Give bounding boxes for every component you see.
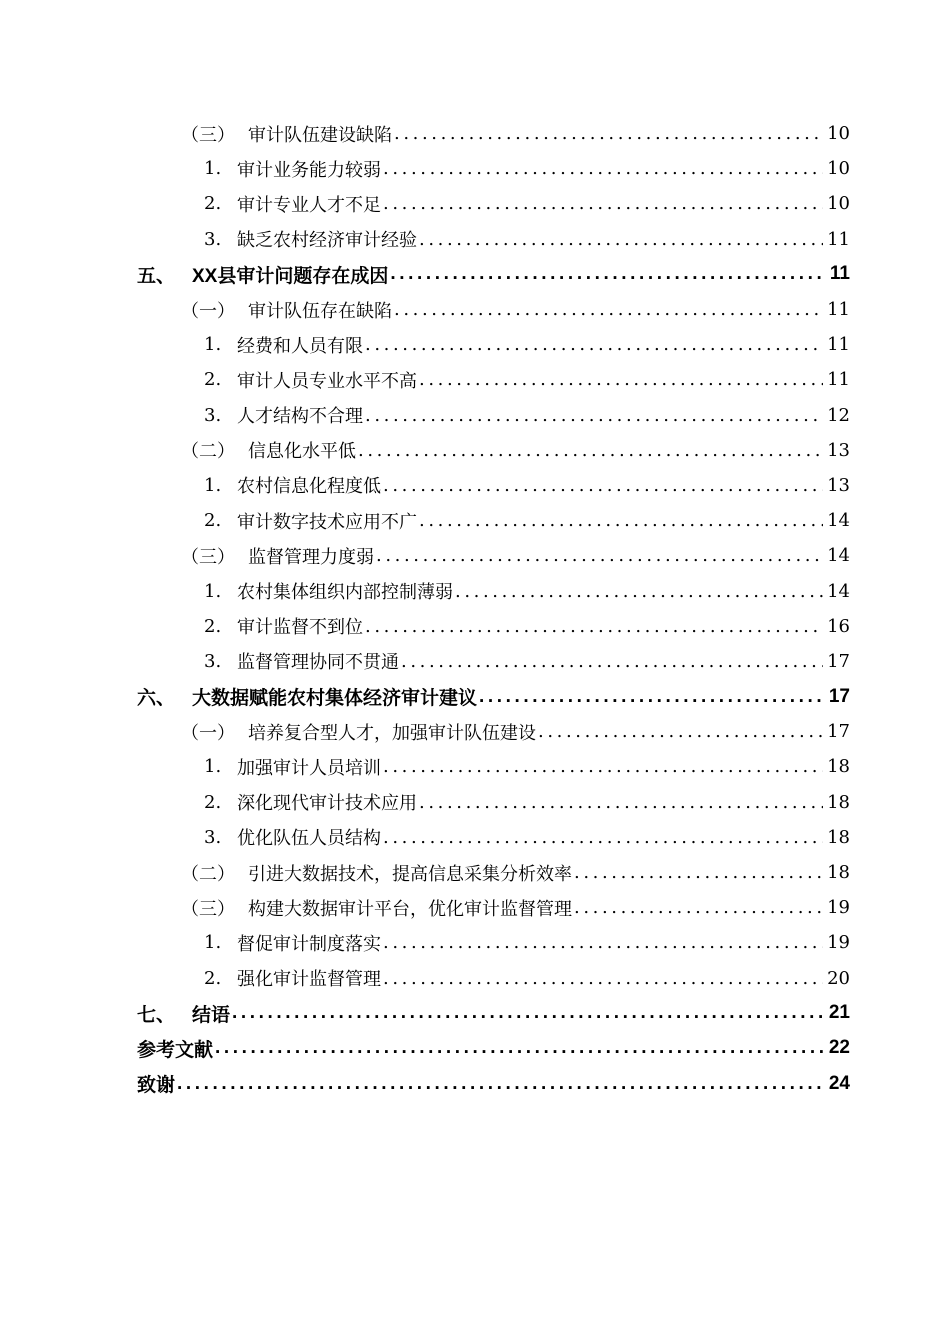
toc-entry-number: 2. — [204, 510, 222, 532]
dot-leader — [394, 123, 823, 144]
toc-entry-page-number: 18 — [827, 826, 850, 848]
dot-leader — [365, 405, 823, 426]
toc-entry[interactable] — [0, 151, 950, 186]
dot-leader — [365, 334, 823, 355]
toc-entry-title: 参考文献 — [137, 1039, 214, 1061]
toc-entry[interactable] — [0, 573, 950, 608]
dot-leader — [401, 651, 823, 672]
toc-entry-title: 加强审计人员培训 — [237, 757, 381, 779]
toc-entry-page-number: 18 — [827, 791, 850, 813]
toc-entry-title: 审计队伍存在缺陷 — [248, 300, 392, 322]
toc-entry[interactable] — [0, 890, 950, 925]
dot-leader — [383, 158, 823, 179]
toc-entry-title: 强化审计监督管理 — [237, 969, 381, 991]
toc-entry-number: 1. — [204, 334, 222, 356]
dot-leader — [574, 897, 823, 918]
toc-entry-page-number: 10 — [827, 193, 850, 215]
dot-leader — [232, 1002, 825, 1024]
toc-entry-title: 缺乏农村经济审计经验 — [237, 230, 417, 252]
toc-entry-number: （一） — [181, 300, 235, 322]
toc-entry[interactable] — [0, 961, 950, 996]
toc-entry-title: 致谢 — [137, 1075, 176, 1097]
dot-leader — [376, 545, 823, 566]
toc-entry[interactable] — [0, 398, 950, 433]
toc-entry-title: 信息化水平低 — [248, 441, 356, 463]
toc-entry-page-number: 14 — [827, 545, 850, 567]
dot-leader — [383, 932, 823, 953]
dot-leader — [383, 968, 823, 989]
toc-entry-number: 1. — [204, 158, 222, 180]
toc-entry-page-number: 13 — [827, 474, 850, 496]
toc-entry-title: 大数据赋能农村集体经济审计建议 — [192, 688, 478, 710]
toc-entry-title: 经费和人员有限 — [237, 335, 363, 357]
toc-entry[interactable] — [0, 1066, 950, 1101]
toc-entry[interactable] — [0, 433, 950, 468]
toc-entry-number: 3. — [204, 826, 222, 848]
dot-leader — [538, 721, 823, 742]
toc-entry-title: 审计数字技术应用不广 — [237, 511, 417, 533]
toc-entry-number: （三） — [181, 546, 235, 568]
toc-entry-page-number: 12 — [827, 404, 850, 426]
toc-entry-title: 引进大数据技术，提高信息采集分析效率 — [248, 863, 572, 885]
toc-entry[interactable] — [0, 855, 950, 890]
dot-leader — [574, 862, 823, 883]
toc-entry-title: 深化现代审计技术应用 — [237, 793, 417, 815]
toc-entry-number: 1. — [204, 756, 222, 778]
toc-entry-title: 优化队伍人员结构 — [237, 828, 381, 850]
toc-entry-title: 农村信息化程度低 — [237, 476, 381, 498]
toc-entry[interactable] — [0, 503, 950, 538]
toc-entry-page-number: 19 — [827, 897, 850, 919]
toc-entry[interactable] — [0, 468, 950, 503]
table-of-contents — [0, 116, 950, 1101]
dot-leader — [383, 827, 823, 848]
toc-entry-number: 2. — [204, 369, 222, 391]
toc-entry-number: 五、 — [137, 265, 176, 287]
toc-entry-number: （二） — [181, 863, 235, 885]
toc-entry-page-number: 13 — [827, 439, 850, 461]
toc-entry[interactable] — [0, 362, 950, 397]
toc-entry-title: 结语 — [192, 1004, 231, 1026]
toc-entry-number: 2. — [204, 967, 222, 989]
toc-entry-title: XX县审计问题存在成因 — [192, 265, 389, 287]
dot-leader — [215, 1037, 825, 1059]
dot-leader — [419, 792, 823, 813]
toc-entry[interactable] — [0, 820, 950, 855]
dot-leader — [383, 756, 823, 777]
toc-entry-title: 审计业务能力较弱 — [237, 159, 381, 181]
dot-leader — [390, 263, 826, 285]
toc-entry-number: 3. — [204, 404, 222, 426]
toc-entry-title: 构建大数据审计平台，优化审计监督管理 — [248, 898, 572, 920]
toc-entry[interactable] — [0, 644, 950, 679]
toc-entry-page-number: 17 — [827, 650, 850, 672]
toc-entry-number: 七、 — [137, 1004, 176, 1026]
dot-leader — [455, 581, 823, 602]
dot-leader — [383, 475, 823, 496]
toc-entry[interactable] — [0, 186, 950, 221]
toc-entry-page-number: 10 — [827, 123, 850, 145]
toc-entry[interactable] — [0, 327, 950, 362]
dot-leader — [365, 616, 823, 637]
toc-entry-page-number: 17 — [827, 721, 850, 743]
dot-leader — [383, 193, 823, 214]
toc-entry-number: 3. — [204, 228, 222, 250]
dot-leader — [177, 1073, 825, 1095]
toc-entry-page-number: 21 — [828, 1002, 850, 1024]
toc-entry-number: （三） — [181, 898, 235, 920]
toc-entry-number: 2. — [204, 615, 222, 637]
toc-entry-page-number: 11 — [827, 369, 850, 391]
dot-leader — [358, 440, 823, 461]
toc-entry[interactable] — [0, 222, 950, 257]
dot-leader — [419, 229, 823, 250]
dot-leader — [394, 299, 823, 320]
toc-entry-page-number: 22 — [828, 1037, 850, 1059]
toc-entry[interactable] — [0, 785, 950, 820]
toc-entry-number: 2. — [204, 791, 222, 813]
toc-entry[interactable] — [0, 679, 950, 714]
toc-entry-number: 2. — [204, 193, 222, 215]
toc-entry-page-number: 24 — [828, 1072, 850, 1094]
toc-entry-title: 监督管理力度弱 — [248, 546, 374, 568]
toc-entry-page-number: 16 — [827, 615, 850, 637]
toc-entry[interactable] — [0, 257, 950, 292]
toc-entry[interactable] — [0, 1031, 950, 1066]
toc-entry-page-number: 11 — [827, 334, 850, 356]
toc-entry-title: 审计人员专业水平不高 — [237, 370, 417, 392]
toc-entry-page-number: 11 — [827, 228, 850, 250]
toc-entry[interactable] — [0, 116, 950, 151]
toc-entry[interactable] — [0, 714, 950, 749]
toc-entry-title: 审计专业人才不足 — [237, 194, 381, 216]
toc-entry-title: 审计队伍建设缺陷 — [248, 124, 392, 146]
toc-entry[interactable] — [0, 996, 950, 1031]
toc-entry-page-number: 14 — [827, 580, 850, 602]
toc-entry-page-number: 11 — [827, 299, 850, 321]
toc-entry-page-number: 11 — [829, 263, 850, 285]
toc-entry-number: 1. — [204, 474, 222, 496]
dot-leader — [419, 369, 823, 390]
dot-leader — [479, 686, 825, 708]
toc-entry-title: 培养复合型人才，加强审计队伍建设 — [248, 722, 536, 744]
toc-entry-page-number: 20 — [827, 967, 850, 989]
toc-entry-title: 人才结构不合理 — [237, 406, 363, 428]
dot-leader — [419, 510, 823, 531]
toc-entry-number: 3. — [204, 650, 222, 672]
toc-entry-title: 农村集体组织内部控制薄弱 — [237, 582, 453, 604]
toc-entry-page-number: 19 — [827, 932, 850, 954]
toc-entry-number: 六、 — [137, 688, 176, 710]
toc-entry-page-number: 10 — [827, 158, 850, 180]
toc-entry-page-number: 18 — [827, 756, 850, 778]
toc-entry-title: 监督管理协同不贯通 — [237, 652, 399, 674]
toc-entry-number: （三） — [181, 124, 235, 146]
toc-entry[interactable] — [0, 292, 950, 327]
toc-entry-page-number: 14 — [827, 510, 850, 532]
toc-entry-title: 督促审计制度落实 — [237, 933, 381, 955]
toc-entry-page-number: 18 — [827, 862, 850, 884]
toc-entry[interactable] — [0, 538, 950, 573]
toc-entry-page-number: 17 — [828, 685, 850, 707]
toc-entry[interactable] — [0, 749, 950, 784]
toc-entry-number: 1. — [204, 580, 222, 602]
toc-entry[interactable] — [0, 609, 950, 644]
toc-entry-title: 审计监督不到位 — [237, 617, 363, 639]
toc-entry[interactable] — [0, 925, 950, 960]
toc-entry-number: （二） — [181, 441, 235, 463]
toc-entry-number: 1. — [204, 932, 222, 954]
toc-entry-number: （一） — [181, 722, 235, 744]
